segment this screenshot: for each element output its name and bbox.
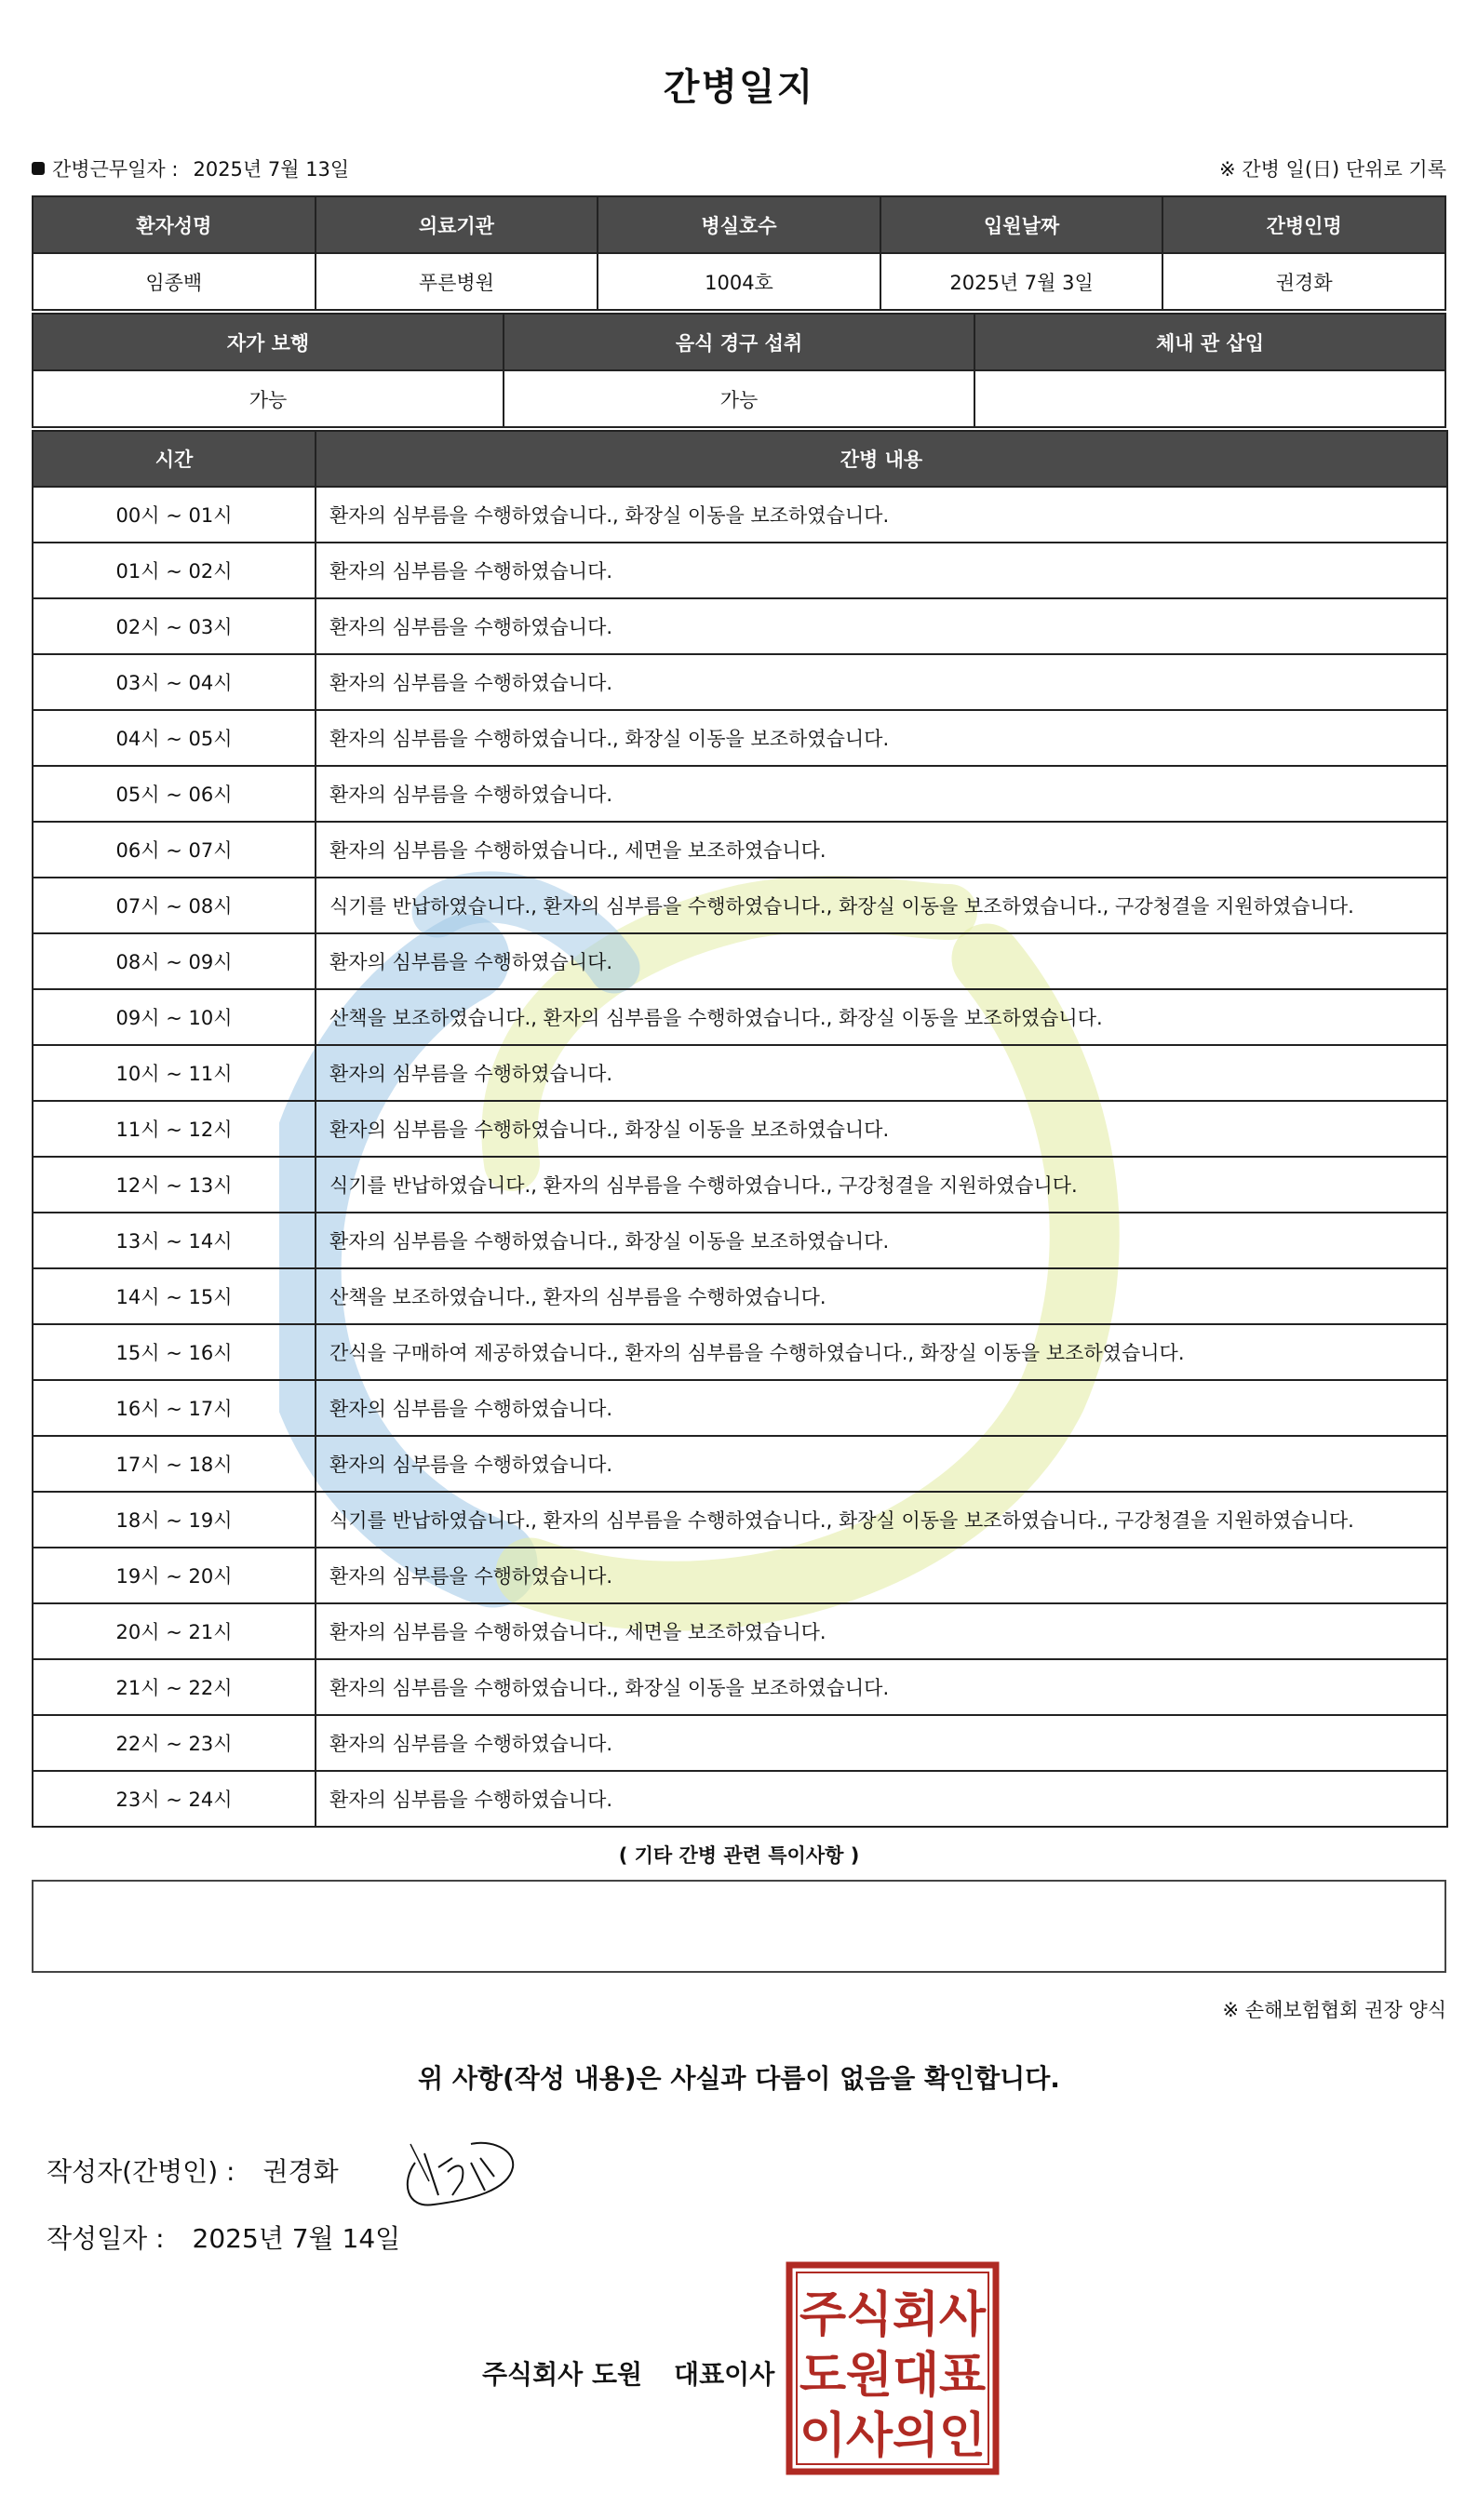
notes-box: [32, 1880, 1446, 1973]
log-content: 환자의 심부름을 수행하였습니다.: [316, 1548, 1447, 1603]
svg-text:회: 회: [892, 2287, 940, 2343]
table-row: [33, 1492, 1447, 1548]
table-row: [33, 710, 1447, 766]
walking-status: 가능: [33, 370, 504, 427]
table-row: [33, 1101, 1447, 1157]
log-time: 11시 ~ 12시: [33, 1101, 316, 1157]
hospital-name: 푸른병원: [316, 253, 598, 310]
log-time: 12시 ~ 13시: [33, 1157, 316, 1213]
header-hospital: 의료기관: [316, 196, 598, 253]
log-time: 09시 ~ 10시: [33, 989, 316, 1045]
table-row: [33, 598, 1447, 654]
header-walking: 자가 보행: [33, 314, 504, 370]
log-content: 산책을 보조하였습니다., 환자의 심부름을 수행하였습니다., 화장실 이동을 보조하였습니다.: [316, 989, 1447, 1045]
log-content: 환자의 심부름을 수행하였습니다.: [316, 1380, 1447, 1436]
svg-text:식: 식: [845, 2287, 894, 2343]
header-caregiver: 간병인명: [1162, 196, 1445, 253]
log-content: 환자의 심부름을 수행하였습니다., 화장실 이동을 보조하였습니다.: [316, 1213, 1447, 1268]
document-title: 간병일지: [663, 66, 815, 109]
tube-insertion-status: [974, 370, 1445, 427]
log-time: 02시 ~ 03시: [33, 598, 316, 654]
table-row: [33, 1436, 1447, 1492]
table-row: [33, 1213, 1447, 1268]
writer-line: [47, 2151, 339, 2189]
svg-text:이: 이: [799, 2408, 847, 2464]
svg-text:인: 인: [938, 2408, 987, 2464]
svg-text:주: 주: [799, 2287, 847, 2343]
table-row: [33, 1548, 1447, 1603]
notes-title: ( 기타 간병 관련 특이사항 ): [618, 1844, 860, 1867]
log-time: 21시 ~ 22시: [33, 1659, 316, 1715]
log-content: 환자의 심부름을 수행하였습니다.: [316, 543, 1447, 598]
table-row: [33, 543, 1447, 598]
writer-name: 권경화: [262, 2156, 339, 2187]
log-time: 10시 ~ 11시: [33, 1045, 316, 1101]
log-content: 식기를 반납하였습니다., 환자의 심부름을 수행하였습니다., 화장실 이동을 보조하였습니다., 구강청결을 지원하였습니다.: [316, 878, 1447, 933]
header-admission-date: 입원날짜: [880, 196, 1163, 253]
header-oral-intake: 음식 경구 섭취: [504, 314, 974, 370]
writer-label: 작성자(간병인) :: [47, 2156, 235, 2187]
log-content: 환자의 심부름을 수행하였습니다.: [316, 933, 1447, 989]
log-content: 환자의 심부름을 수행하였습니다., 화장실 이동을 보조하였습니다.: [316, 487, 1447, 543]
log-content: 환자의 심부름을 수행하였습니다.: [316, 766, 1447, 822]
log-time: 14시 ~ 15시: [33, 1268, 316, 1324]
log-time: 18시 ~ 19시: [33, 1492, 316, 1548]
log-content: 환자의 심부름을 수행하였습니다., 화장실 이동을 보조하였습니다.: [316, 1101, 1447, 1157]
header-time: 시간: [33, 431, 316, 487]
log-content: 환자의 심부름을 수행하였습니다., 세면을 보조하였습니다.: [316, 822, 1447, 878]
header-care-content: 간병 내용: [316, 431, 1447, 487]
log-time: 17시 ~ 18시: [33, 1436, 316, 1492]
svg-text:도: 도: [799, 2348, 847, 2404]
log-time: 15시 ~ 16시: [33, 1324, 316, 1380]
svg-text:대: 대: [892, 2348, 940, 2404]
log-content: 환자의 심부름을 수행하였습니다.: [316, 654, 1447, 710]
company-seal: [786, 2261, 1000, 2475]
table-row: [33, 1380, 1447, 1436]
care-log-table: [32, 430, 1448, 1828]
care-log-body: [33, 487, 1447, 1827]
company-name: 주식회사 도원: [482, 2359, 643, 2390]
work-date: [32, 154, 349, 182]
patient-name: 임종백: [33, 253, 316, 310]
log-content: 환자의 심부름을 수행하였습니다., 화장실 이동을 보조하였습니다.: [316, 710, 1447, 766]
log-content: 환자의 심부름을 수행하였습니다., 화장실 이동을 보조하였습니다.: [316, 1659, 1447, 1715]
log-content: 간식을 구매하여 제공하였습니다., 환자의 심부름을 수행하였습니다., 화장실 이동을 보조하였습니다.: [316, 1324, 1447, 1380]
log-time: 00시 ~ 01시: [33, 487, 316, 543]
table-row: [33, 1324, 1447, 1380]
signature: [396, 2125, 527, 2218]
log-content: 산책을 보조하였습니다., 환자의 심부름을 수행하였습니다.: [316, 1268, 1447, 1324]
table-row: [33, 989, 1447, 1045]
table-row: [33, 487, 1447, 543]
log-content: 식기를 반납하였습니다., 환자의 심부름을 수행하였습니다., 구강청결을 지원하였습니다.: [316, 1157, 1447, 1213]
log-time: 07시 ~ 08시: [33, 878, 316, 933]
log-time: 19시 ~ 20시: [33, 1548, 316, 1603]
table-row: [33, 1045, 1447, 1101]
log-time: 03시 ~ 04시: [33, 654, 316, 710]
table-row: [33, 766, 1447, 822]
svg-text:표: 표: [938, 2348, 987, 2404]
table-row: [33, 1771, 1447, 1827]
header-patient-name: 환자성명: [33, 196, 316, 253]
svg-text:원: 원: [845, 2348, 894, 2404]
table-row: [33, 933, 1447, 989]
header-room: 병실호수: [598, 196, 880, 253]
caregiver-name: 권경화: [1162, 253, 1445, 310]
admission-date: 2025년 7월 3일: [880, 253, 1163, 310]
bullet-icon: [32, 162, 45, 175]
log-content: 환자의 심부름을 수행하였습니다.: [316, 1045, 1447, 1101]
patient-status-table: [32, 313, 1446, 428]
log-content: 환자의 심부름을 수행하였습니다.: [316, 598, 1447, 654]
table-row: [33, 1715, 1447, 1771]
room-number: 1004호: [598, 253, 880, 310]
log-content: 환자의 심부름을 수행하였습니다.: [316, 1436, 1447, 1492]
log-time: 04시 ~ 05시: [33, 710, 316, 766]
oral-intake-status: 가능: [504, 370, 974, 427]
work-date-line: [32, 151, 1446, 184]
table-row: [33, 878, 1447, 933]
svg-text:의: 의: [892, 2408, 940, 2464]
log-time: 13시 ~ 14시: [33, 1213, 316, 1268]
table-row: [33, 1659, 1447, 1715]
ceo-label: 대표이사: [674, 2359, 775, 2390]
log-content: 환자의 심부름을 수행하였습니다.: [316, 1771, 1447, 1827]
write-date-line: [47, 2218, 400, 2256]
table-row: [33, 1603, 1447, 1659]
record-note: ※ 간병 일(日) 단위로 기록: [1219, 158, 1446, 181]
log-time: 01시 ~ 02시: [33, 543, 316, 598]
log-time: 23시 ~ 24시: [33, 1771, 316, 1827]
patient-info-table: [32, 195, 1446, 311]
log-time: 16시 ~ 17시: [33, 1380, 316, 1436]
header-tube-insertion: 체내 관 삽입: [974, 314, 1445, 370]
confirmation-text: 위 사항(작성 내용)은 사실과 다름이 없음을 확인합니다.: [418, 2063, 1060, 2094]
log-time: 20시 ~ 21시: [33, 1603, 316, 1659]
log-content: 식기를 반납하였습니다., 환자의 심부름을 수행하였습니다., 화장실 이동을 보조하였습니다., 구강청결을 지원하였습니다.: [316, 1492, 1447, 1548]
log-time: 22시 ~ 23시: [33, 1715, 316, 1771]
log-time: 06시 ~ 07시: [33, 822, 316, 878]
write-date-label: 작성일자 :: [47, 2223, 165, 2254]
form-note: ※ 손해보험협회 권장 양식: [1222, 1999, 1446, 2021]
log-content: 환자의 심부름을 수행하였습니다.: [316, 1715, 1447, 1771]
log-time: 05시 ~ 06시: [33, 766, 316, 822]
table-row: [33, 1157, 1447, 1213]
log-content: 환자의 심부름을 수행하였습니다., 세면을 보조하였습니다.: [316, 1603, 1447, 1659]
table-row: [33, 654, 1447, 710]
company-line: [482, 2354, 774, 2392]
work-date-label: 간병근무일자 :: [52, 158, 179, 181]
svg-text:사: 사: [938, 2287, 987, 2343]
log-time: 08시 ~ 09시: [33, 933, 316, 989]
svg-text:사: 사: [845, 2408, 894, 2464]
table-row: [33, 822, 1447, 878]
work-date-value: 2025년 7월 13일: [193, 158, 350, 181]
table-row: [33, 1268, 1447, 1324]
write-date-value: 2025년 7월 14일: [192, 2223, 401, 2254]
